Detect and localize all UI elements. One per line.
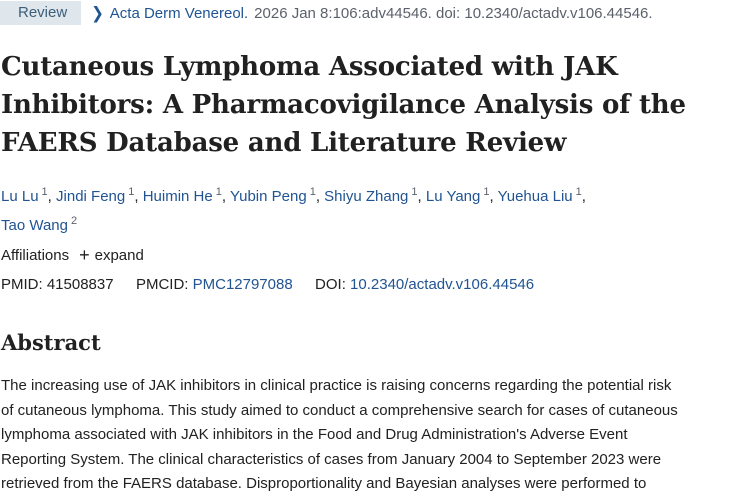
author-link[interactable]: Lu Lu xyxy=(1,188,39,205)
affiliation-marker[interactable]: 1 xyxy=(41,186,48,198)
affiliation-marker[interactable]: 1 xyxy=(575,186,582,198)
affiliation-marker[interactable]: 2 xyxy=(70,215,78,227)
author-link[interactable]: Tao Wang xyxy=(1,217,68,234)
affiliation-marker[interactable]: 1 xyxy=(483,186,490,198)
affiliations-row xyxy=(1,247,144,264)
pmcid-link[interactable]: PMC12797088 xyxy=(192,276,293,293)
plus-icon: + xyxy=(79,245,90,265)
author-link[interactable]: Jindi Feng xyxy=(56,188,126,205)
abstract-heading: Abstract xyxy=(1,330,101,355)
affiliation-marker[interactable]: 1 xyxy=(128,186,135,198)
author-item: Shiyu Zhang $^1$, xyxy=(324,186,422,205)
identifier-row xyxy=(1,276,534,293)
author-link[interactable]: Yubin Peng xyxy=(229,188,307,205)
article-title xyxy=(1,48,741,162)
affiliation-marker[interactable]: 1 xyxy=(215,186,222,198)
affiliation-marker[interactable]: 1 xyxy=(309,186,316,198)
chevron-right-icon[interactable]: ❯ xyxy=(91,4,104,23)
article-citation-bar xyxy=(0,0,750,26)
publication-type-badge: Review xyxy=(0,1,81,25)
doi-link[interactable]: 10.2340/actadv.v106.44546 xyxy=(350,276,535,293)
abstract-line: Reporting System. The clinical characteristics of cases from January 2004 to September 2023 were xyxy=(1,450,662,468)
abstract-text xyxy=(1,374,746,497)
author-item: Lu Lu $^1$, xyxy=(1,186,52,205)
author-link[interactable]: Yuehua Liu xyxy=(497,188,573,205)
abstract-line: of cutaneous lymphoma. This study aimed to conduct a comprehensive search for cases of cutaneous xyxy=(1,401,678,419)
author-item: Lu Yang $^1$, xyxy=(425,186,494,205)
abstract-line: retrieved from the FAERS database. Disproportionality and Bayesian analyses were performed to xyxy=(1,475,647,492)
doi-label: DOI: xyxy=(315,276,346,293)
affiliation-marker[interactable]: 1 xyxy=(411,186,418,198)
pmid-label: PMID: xyxy=(1,276,43,293)
author-list xyxy=(1,180,741,238)
author-item: Huimin He $^1$, xyxy=(142,186,227,205)
expand-affiliations-button[interactable] xyxy=(79,247,144,264)
expand-label: expand xyxy=(94,247,144,264)
abstract-line: The increasing use of JAK inhibitors in clinical practice is raising concerns regarding the potential risk xyxy=(1,377,672,394)
author-link[interactable]: Shiyu Zhang xyxy=(324,188,409,205)
journal-link[interactable]: Acta Derm Venereol. xyxy=(109,4,249,22)
author-item: Yuehua Liu $^1$, xyxy=(497,186,586,205)
pmid-value: 41508837 xyxy=(46,276,114,293)
abstract-line: lymphoma associated with JAK inhibitors in the Food and Drug Administration's Adverse Event xyxy=(1,426,628,443)
author-item: Jindi Feng $^1$, xyxy=(56,186,139,205)
article-title-line: Inhibitors: A Pharmacovigilance Analysis of the xyxy=(1,90,686,120)
author-link[interactable]: Huimin He xyxy=(142,188,213,205)
affiliations-label: Affiliations xyxy=(1,247,70,264)
author-item xyxy=(1,217,77,234)
article-title-line: FAERS Database and Literature Review xyxy=(1,128,567,158)
author-link[interactable]: Lu Yang xyxy=(425,188,481,205)
pmcid-label: PMCID: xyxy=(135,276,189,293)
article-title-line: Cutaneous Lymphoma Associated with JAK xyxy=(1,52,618,82)
citation-text: 2026 Jan 8:106:adv44546. doi: 10.2340/actadv.v106.44546. xyxy=(254,4,653,22)
author-item: Yubin Peng $^1$, xyxy=(229,186,320,205)
